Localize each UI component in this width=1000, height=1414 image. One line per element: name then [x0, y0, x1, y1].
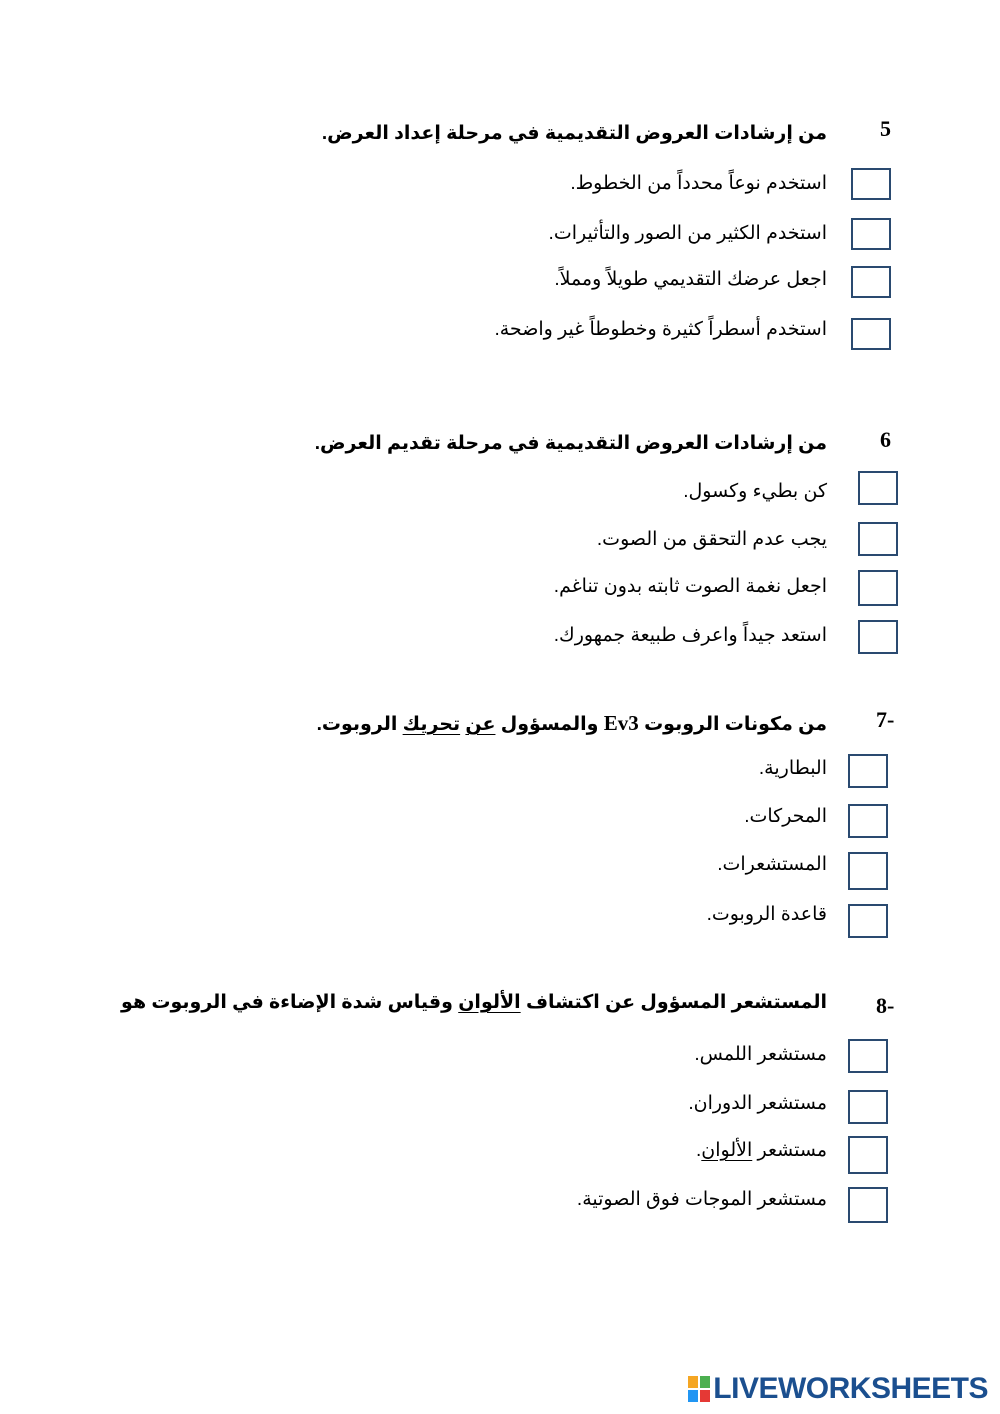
- option-label: استخدم نوعاً محدداً من الخطوط.: [570, 173, 827, 194]
- underlined-word: الألوان: [458, 992, 521, 1013]
- question-text-part: المستشعر المسؤول عن اكتشاف: [525, 992, 827, 1013]
- option-5-4: [0, 318, 1000, 358]
- answer-checkbox[interactable]: [851, 168, 891, 200]
- option-8-4: [0, 1188, 1000, 1228]
- answer-checkbox[interactable]: [848, 1187, 888, 1223]
- question-number: 6: [880, 427, 891, 452]
- liveworksheets-logo: [688, 1372, 988, 1406]
- option-label: المستشعرات.: [717, 854, 827, 875]
- option-5-2: [0, 222, 1000, 262]
- answer-checkbox[interactable]: [848, 904, 888, 938]
- question-text-part: من مكونات الروبوت: [644, 714, 827, 735]
- answer-checkbox[interactable]: [858, 522, 898, 556]
- question-number: 7-: [876, 707, 895, 732]
- answer-checkbox[interactable]: [858, 620, 898, 654]
- option-label: [696, 1139, 827, 1162]
- option-7-2: [0, 805, 1000, 845]
- logo-mark-block: [700, 1390, 710, 1402]
- answer-checkbox[interactable]: [851, 218, 891, 250]
- question-number: 5: [880, 116, 891, 141]
- answer-checkbox[interactable]: [848, 1039, 888, 1073]
- question-number: 8-: [876, 993, 895, 1018]
- option-5-3: [0, 268, 1000, 308]
- option-6-4: [0, 624, 1000, 664]
- option-6-1: [0, 480, 1000, 520]
- logo-text: LIVEWORKSHEETS: [713, 1372, 988, 1405]
- answer-checkbox[interactable]: [848, 1136, 888, 1174]
- option-8-2: [0, 1092, 1000, 1132]
- option-6-2: [0, 528, 1000, 568]
- option-7-1: [0, 757, 1000, 797]
- option-label: كن بطيء وكسول.: [683, 481, 827, 502]
- question-text-part: والمسؤول: [500, 714, 599, 735]
- question-text: [121, 991, 827, 1014]
- underlined-word: الألوان: [701, 1140, 753, 1161]
- option-8-1: [0, 1043, 1000, 1083]
- option-label: مستشعر الدوران.: [688, 1093, 827, 1114]
- option-label: استعد جيداً واعرف طبيعة جمهورك.: [553, 625, 827, 646]
- answer-checkbox[interactable]: [851, 266, 891, 298]
- option-7-4: [0, 903, 1000, 943]
- question-text: [317, 711, 827, 736]
- option-label: البطارية.: [758, 758, 827, 779]
- option-label: اجعل عرضك التقديمي طويلاً ومملاً.: [554, 269, 827, 290]
- answer-checkbox[interactable]: [848, 852, 888, 890]
- answer-checkbox[interactable]: [848, 804, 888, 838]
- answer-checkbox[interactable]: [848, 1090, 888, 1124]
- question-text-part: وقياس شدة الإضاءة في الروبوت هو: [121, 992, 453, 1013]
- question-text-part: الروبوت.: [316, 714, 398, 735]
- answer-checkbox[interactable]: [858, 570, 898, 606]
- answer-checkbox[interactable]: [858, 471, 898, 505]
- underlined-word: تحريك: [402, 714, 461, 735]
- option-label: استخدم الكثير من الصور والتأثيرات.: [548, 223, 827, 244]
- option-label: اجعل نغمة الصوت ثابته بدون تناغم.: [553, 576, 827, 597]
- option-label: المحركات.: [744, 806, 827, 827]
- option-8-3: [0, 1139, 1000, 1179]
- logo-mark-icon: [688, 1376, 710, 1402]
- option-6-3: [0, 575, 1000, 615]
- question-text: من إرشادات العروض التقديمية في مرحلة تقديم العرض.: [314, 433, 827, 454]
- option-label-part: .: [696, 1140, 702, 1161]
- option-label: يجب عدم التحقق من الصوت.: [596, 529, 827, 550]
- option-7-3: [0, 853, 1000, 893]
- logo-mark-block: [688, 1390, 698, 1402]
- answer-checkbox[interactable]: [851, 318, 891, 350]
- robot-model: Ev3: [603, 711, 639, 735]
- option-label: مستشعر الموجات فوق الصوتية.: [576, 1189, 827, 1210]
- logo-mark-block: [700, 1376, 710, 1388]
- underlined-word: عن: [465, 714, 496, 735]
- option-label: قاعدة الروبوت.: [706, 904, 827, 925]
- option-label: استخدم أسطراً كثيرة وخطوطاً غير واضحة.: [494, 319, 827, 340]
- option-label-part: مستشعر: [757, 1140, 827, 1161]
- answer-checkbox[interactable]: [848, 754, 888, 788]
- question-text: من إرشادات العروض التقديمية في مرحلة إعداد العرض.: [321, 123, 827, 144]
- logo-mark-block: [688, 1376, 698, 1388]
- option-5-1: [0, 172, 1000, 212]
- option-label: مستشعر اللمس.: [694, 1044, 827, 1065]
